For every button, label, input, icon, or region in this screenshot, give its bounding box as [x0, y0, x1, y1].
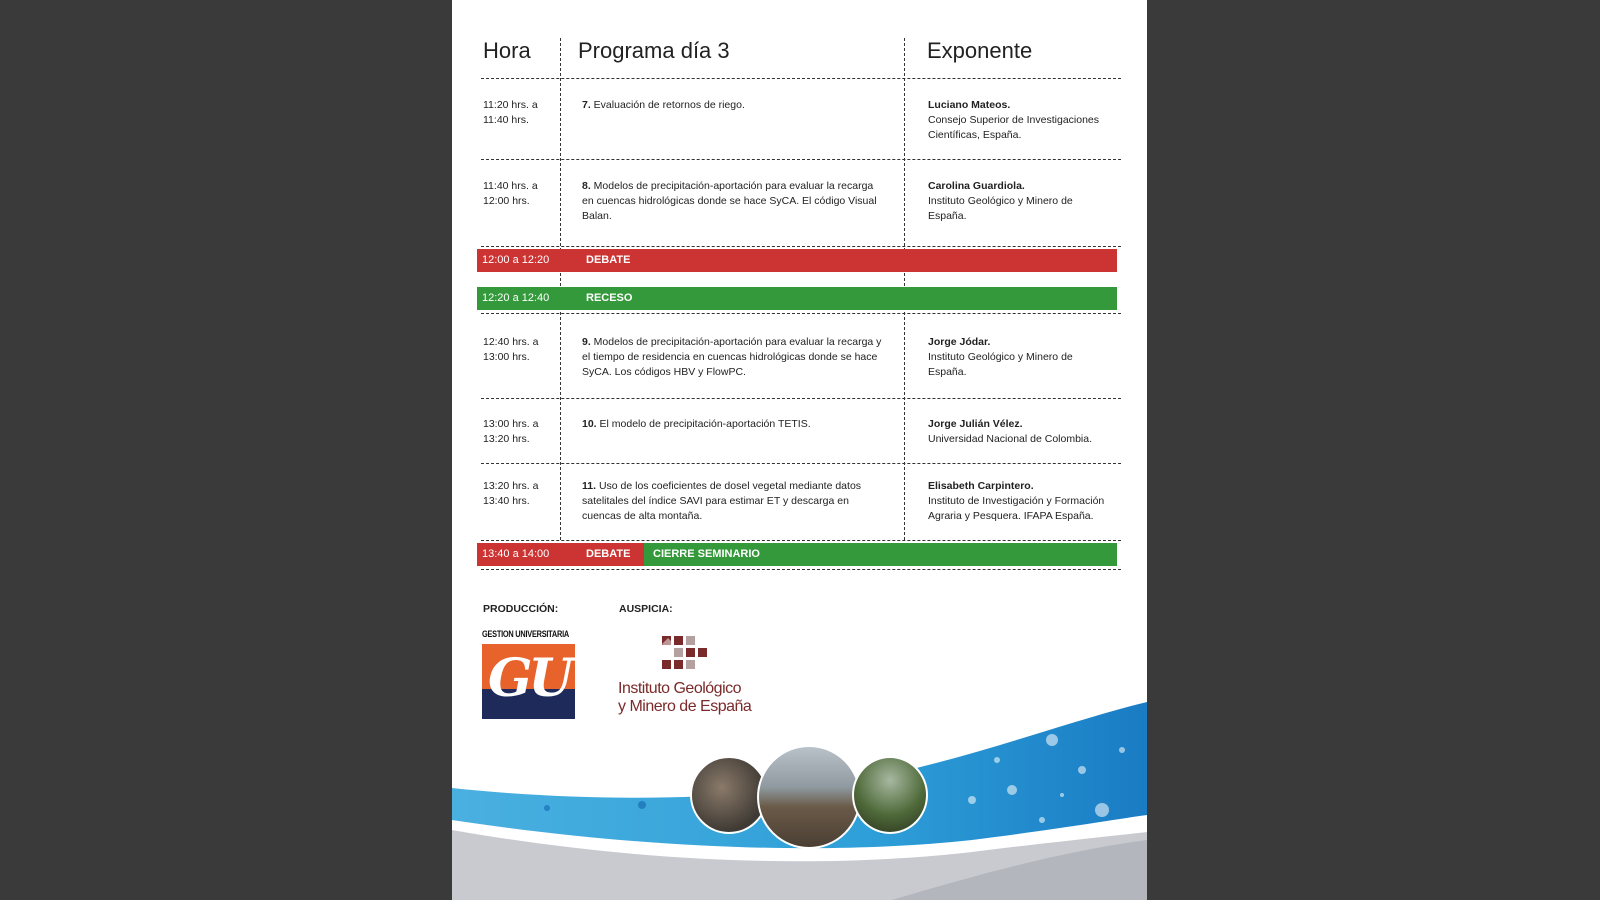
receso-bar: 12:20 a 12:40 RECESO [477, 287, 1117, 310]
row-divider [481, 313, 1121, 314]
row-topic: 8. Modelos de precipitación-aportación para evaluar la recarga en cuencas hidrológicas donde se hace SyCA. El código Visual Balan. [582, 180, 877, 222]
row-time: 11:20 hrs. a 11:40 hrs. [483, 99, 538, 126]
produccion-label: PRODUCCIÓN: [483, 603, 559, 615]
row-topic: 9. Modelos de precipitación-aportación para evaluar la recarga y el tiempo de residencia en cuencas hidrológicas donde se hace SyCA. Los códigos HBV y FlowPC. [582, 336, 882, 378]
row-divider [481, 540, 1121, 541]
row-speaker: Elisabeth Carpintero. Instituto de Investigación y Formación Agraria y Pesquera. IFAPA España. [928, 480, 1105, 522]
debate-bar: 12:00 a 12:20 DEBATE [477, 249, 1117, 272]
row-divider [481, 569, 1121, 570]
row-speaker: Carolina Guardiola. Instituto Geológico y Minero de España. [928, 180, 1073, 222]
photo-circle-lake [757, 745, 861, 849]
row-topic: 7. Evaluación de retornos de riego. [582, 99, 745, 111]
program-page [452, 0, 1147, 900]
header-programa: Programa día 3 [578, 38, 730, 63]
auspicia-label: AUSPICIA: [619, 603, 673, 615]
row-speaker: Luciano Mateos. Consejo Superior de Investigaciones Científicas, España. [928, 99, 1100, 141]
gu-letters: GU [488, 648, 570, 709]
row-speaker: Jorge Jódar. Instituto Geológico y Minero de España. [928, 336, 1073, 378]
row-time: 13:20 hrs. a 13:40 hrs. [483, 480, 539, 507]
col-divider [560, 312, 561, 540]
photo-circle-field [852, 756, 928, 834]
igme-name-line1: Instituto Geológico [618, 680, 742, 697]
gu-title: GESTION UNIVERSITARIA [482, 629, 569, 639]
header-hora: Hora [483, 38, 531, 63]
row-divider [481, 398, 1121, 399]
igme-name-line2: y Minero de España [618, 698, 752, 715]
row-topic: 10. El modelo de precipitación-aportación TETIS. [582, 418, 811, 430]
row-divider [481, 463, 1121, 464]
row-time: 13:00 hrs. a 13:20 hrs. [483, 418, 539, 445]
row-topic: 11. Uso de los coeficientes de dosel vegetal mediante datos satelitales del índice SAVI para estimar ET y descarga en cuencas de alta montaña. [582, 480, 862, 522]
cierre-bar: CIERRE SEMINARIO [644, 543, 1117, 566]
col-divider [904, 312, 905, 540]
row-divider [481, 78, 1121, 79]
row-time: 11:40 hrs. a 12:00 hrs. [483, 180, 538, 207]
row-divider [481, 159, 1121, 160]
row-speaker: Jorge Julián Vélez. Universidad Nacional de Colombia. [928, 418, 1093, 445]
row-time: 12:40 hrs. a 13:00 hrs. [483, 336, 539, 363]
igme-emblem-icon [658, 634, 718, 678]
final-debate-bar: 13:40 a 14:00 DEBATE [477, 543, 644, 566]
row-divider [481, 246, 1121, 247]
header-exponente: Exponente [927, 38, 1033, 63]
